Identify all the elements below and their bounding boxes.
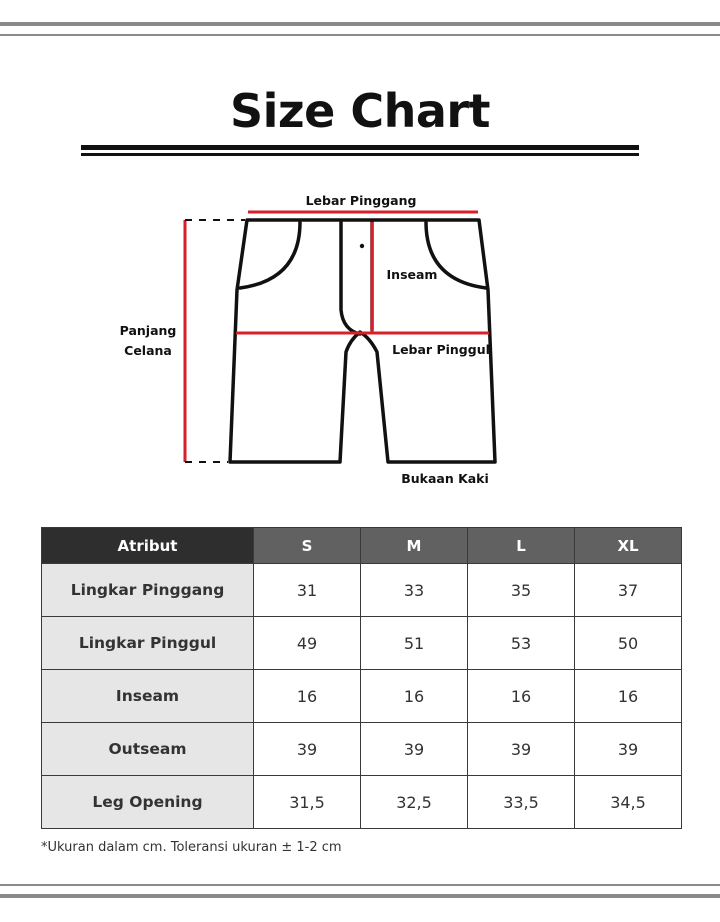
table-cell: 32,5 — [361, 776, 468, 829]
button-dot — [360, 244, 364, 248]
title-rule-thick — [81, 145, 639, 150]
page-title: Size Chart — [229, 84, 491, 138]
label-waist-width: Lebar Pinggang — [305, 193, 417, 208]
row-attribute: Lingkar Pinggul — [42, 617, 254, 670]
table-cell: 34,5 — [575, 776, 682, 829]
label-leg-opening: Bukaan Kaki — [401, 471, 489, 486]
size-table — [41, 527, 682, 829]
label-pants-length-1: Panjang — [119, 323, 177, 338]
header-attribute: Atribut — [42, 528, 254, 564]
table-cell: 33 — [361, 564, 468, 617]
row-attribute: Outseam — [42, 723, 254, 776]
table-cell: 39 — [575, 723, 682, 776]
table-cell: 16 — [361, 670, 468, 723]
header-size-xl: XL — [575, 528, 682, 564]
table-cell: 35 — [468, 564, 575, 617]
top-frame-line-outer — [0, 22, 720, 26]
table-cell: 49 — [254, 617, 361, 670]
table-cell: 16 — [468, 670, 575, 723]
label-pants-length-2: Celana — [124, 343, 172, 358]
footnote: *Ukuran dalam cm. Toleransi ukuran ± 1-2 cm — [41, 840, 342, 855]
table-row — [42, 776, 682, 829]
table-row — [42, 723, 682, 776]
table-cell: 39 — [468, 723, 575, 776]
table-cell: 16 — [254, 670, 361, 723]
row-attribute: Leg Opening — [42, 776, 254, 829]
table-cell: 37 — [575, 564, 682, 617]
table-row — [42, 617, 682, 670]
title-rule-thin — [81, 153, 639, 156]
table-cell: 16 — [575, 670, 682, 723]
row-attribute: Lingkar Pinggang — [42, 564, 254, 617]
table-row — [42, 670, 682, 723]
bottom-frame-line-inner — [0, 884, 720, 886]
header-size-l: L — [468, 528, 575, 564]
table-header-row — [42, 528, 682, 564]
table-cell: 31,5 — [254, 776, 361, 829]
table-cell: 53 — [468, 617, 575, 670]
label-hip-width: Lebar Pinggul — [392, 342, 490, 357]
shorts-diagram — [0, 180, 720, 500]
table-cell: 33,5 — [468, 776, 575, 829]
top-frame-line-inner — [0, 34, 720, 36]
header-size-m: M — [361, 528, 468, 564]
header-size-s: S — [254, 528, 361, 564]
table-cell: 39 — [254, 723, 361, 776]
table-row — [42, 564, 682, 617]
bottom-frame-line-outer — [0, 894, 720, 898]
table-cell: 39 — [361, 723, 468, 776]
row-attribute: Inseam — [42, 670, 254, 723]
shorts-outline — [230, 220, 495, 462]
table-cell: 31 — [254, 564, 361, 617]
label-inseam: Inseam — [386, 267, 438, 282]
table-cell: 51 — [361, 617, 468, 670]
table-cell: 50 — [575, 617, 682, 670]
